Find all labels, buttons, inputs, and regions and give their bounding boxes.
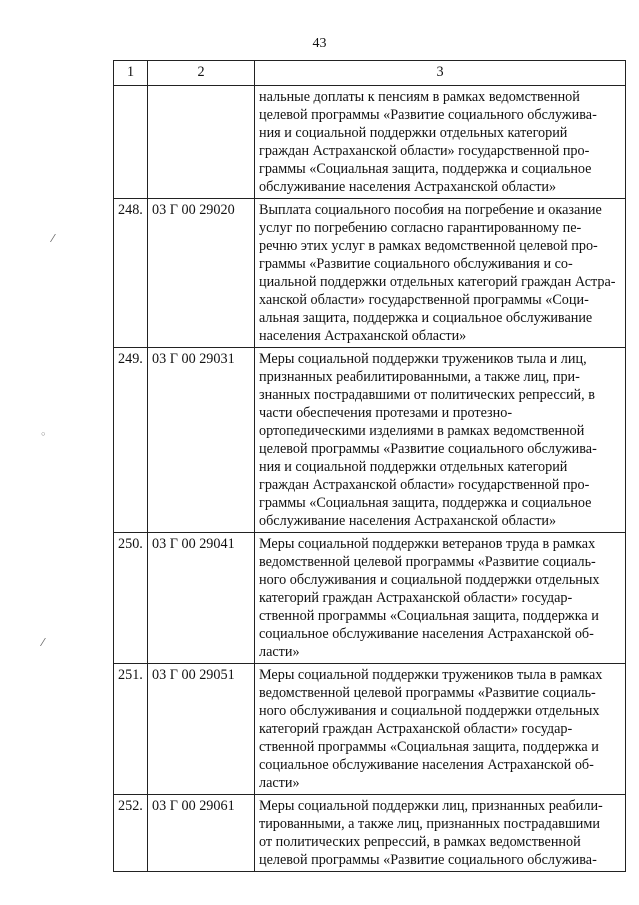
- header-col-1: 1: [114, 61, 148, 86]
- row-description: Меры социальной поддержки ветеранов труда в рамках ведомственной целевой программы «Развитие социаль- ного обслуживания и социальной поддержки отдельных категорий граждан Астраханской области» государ- ственной программы «Социальная защита, поддержка и социальное обслуживание населения Астраханской об- ласти»: [255, 533, 626, 664]
- table-row: [114, 86, 626, 199]
- header-col-3: 3: [255, 61, 626, 86]
- table-row: [114, 664, 626, 795]
- table-row: [114, 199, 626, 348]
- row-description: Меры социальной поддержки тружеников тыла в рамках ведомственной целевой программы «Развитие социаль- ного обслуживания и социальной поддержки отдельных категорий граждан Астраханской области» государ- ственной программы «Социальная защита, поддержка и социальное обслуживание населения Астраханской об- ласти»: [255, 664, 626, 795]
- row-number: [114, 86, 148, 199]
- row-number: 251.: [114, 664, 148, 795]
- page-number: 43: [312, 36, 327, 51]
- table-row: [114, 533, 626, 664]
- row-number: 249.: [114, 348, 148, 533]
- row-code: 03 Г 00 29041: [148, 533, 255, 664]
- row-code: [148, 86, 255, 199]
- row-code: 03 Г 00 29051: [148, 664, 255, 795]
- row-code: 03 Г 00 29020: [148, 199, 255, 348]
- header-col-2: 2: [148, 61, 255, 86]
- row-number: 250.: [114, 533, 148, 664]
- budget-table: [113, 60, 626, 872]
- table-row: [114, 348, 626, 533]
- row-description: Меры социальной поддержки лиц, признанных реабили- тированными, а также лиц, признанных пострадавшими от политических репрессий, в рамках ведомственной целевой программы «Развитие социального обслужива-: [255, 795, 626, 872]
- row-code: 03 Г 00 29061: [148, 795, 255, 872]
- row-description: нальные доплаты к пенсиям в рамках ведомственной целевой программы «Развитие социального обслужива- ния и социальной поддержки отдельных категорий граждан Астраханской области» государственной про- граммы «Социальная защита, поддержка и социальное обслуживание населения Астраханской области»: [255, 86, 626, 199]
- row-description: Выплата социального пособия на погребение и оказание услуг по погребению согласно гарантированному пе- речню этих услуг в рамках ведомственной целевой про- граммы «Развитие социального обслуживания и со- циальной поддержки отдельных категорий граждан Астра- ханской области» государственной программы «Соци- альная защита, поддержка и социальное обслуживание населения Астраханской области»: [255, 199, 626, 348]
- row-code: 03 Г 00 29031: [148, 348, 255, 533]
- scan-artifact-mark: ◦: [40, 428, 47, 441]
- header-row: [114, 61, 626, 86]
- table-row: [114, 795, 626, 872]
- row-number: 252.: [114, 795, 148, 872]
- row-number: 248.: [114, 199, 148, 348]
- scan-artifact-mark: ⁄: [52, 232, 54, 245]
- scan-artifact-mark: ⁄: [42, 636, 44, 649]
- row-description: Меры социальной поддержки тружеников тыла и лиц, признанных реабилитированными, а также лиц, при- знанных пострадавшими от политических репрессий, в части обеспечения протезами и протезно- ортопедическими изделиями в рамках ведомственной целевой программы «Развитие социального обслужива- ния и социальной поддержки отдельных категорий граждан Астраханской области» государственной про- граммы «Социальная защита, поддержка и социальное обслуживание населения Астраханской области»: [255, 348, 626, 533]
